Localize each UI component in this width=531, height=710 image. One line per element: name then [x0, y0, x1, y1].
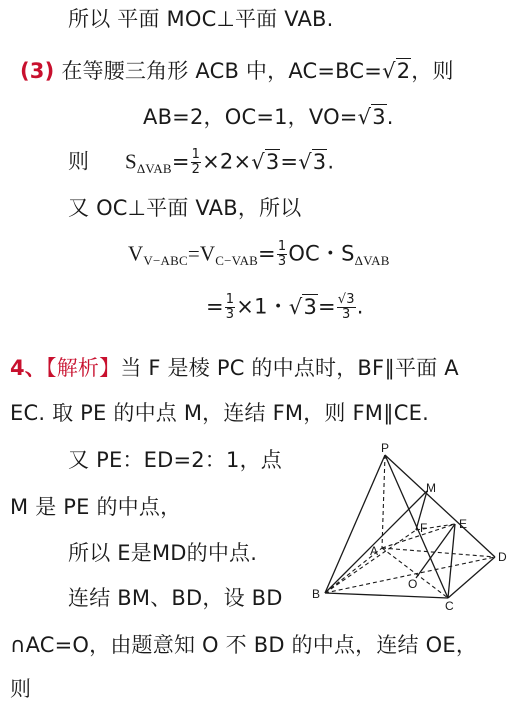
analysis-tag: 【解析】 [46, 356, 121, 380]
conclusion-line: 所以 平面 MOC⊥平面 VAB. [68, 7, 334, 31]
then-line: 则 [10, 677, 32, 701]
label-M: M [426, 481, 436, 495]
edge-pd [385, 455, 495, 557]
part-3-text: 在等腰三角形 ACB 中，AC=BC= [61, 59, 383, 83]
equals: = [171, 149, 190, 174]
line-ec [448, 524, 455, 598]
area-symbol: S [124, 149, 137, 174]
label-A: A [370, 544, 379, 558]
part-3-label: (3) [20, 59, 55, 83]
edge-ad [382, 548, 495, 557]
volume-eq: =V [187, 241, 216, 266]
sqrt-3: √3 [357, 105, 386, 129]
fraction-third: $\frac{1}{3}$ [277, 239, 287, 269]
sqrt-3c: √3 [288, 294, 317, 319]
pyramid-figure [300, 440, 520, 615]
fraction-third-2: $\frac{1}{3}$ [225, 292, 235, 322]
fraction-root3-over-3: $\frac{√3}{3}$ [337, 292, 355, 322]
connect-line: 连结 BM、BD，设 BD [68, 586, 283, 610]
equals-5: = [318, 294, 336, 319]
equals-3: = [258, 241, 276, 266]
volume-sub-2: C−VAB [215, 252, 259, 268]
equals-2: = [280, 149, 299, 174]
part-3-line [20, 58, 454, 84]
volume-sub-1: V−ABC [143, 252, 188, 268]
area-line [68, 148, 334, 178]
problem-4-number: 4、 [10, 356, 47, 380]
midpoint-line: EC. 取 PE 的中点 M，连结 FM，则 FM∥CE. [10, 401, 430, 425]
period-2: . [327, 149, 335, 174]
area-subscript: ΔVAB [136, 160, 172, 176]
sqrt-3a: √3 [251, 149, 280, 174]
period-3: . [356, 294, 364, 319]
times-one: ×1・ [236, 294, 289, 319]
problem-4-text: 当 F 是棱 PC 的中点时，BF∥平面 A [120, 356, 459, 380]
volume-symbol: V [128, 241, 144, 266]
ratio-line: 又 PE：ED=2：1，点 [68, 448, 282, 472]
label-C: C [445, 599, 454, 613]
label-E: E [459, 517, 468, 531]
label-F: F [420, 521, 428, 535]
sqrt-3b: √3 [298, 149, 327, 174]
equals-4: = [206, 294, 224, 319]
midpoint-e-line: 所以 E是MD的中点. [68, 541, 258, 565]
line-ae [382, 524, 455, 548]
midpoint-m-line: M 是 PE 的中点， [10, 495, 182, 519]
lengths-line [143, 104, 394, 130]
times: ×2× [202, 149, 252, 174]
problem-4-line [10, 355, 459, 381]
label-B: B [312, 587, 321, 601]
period: . [386, 105, 394, 129]
label-P: P [381, 441, 390, 455]
intersection-line: ∩AC=O，由题意知 O 不 BD 的中点，连结 OE， [10, 633, 478, 657]
sqrt-2: √2 [382, 59, 411, 83]
volume-sub-3: ΔVAB [354, 252, 390, 268]
label-D: D [498, 550, 507, 564]
label-O: O [408, 577, 418, 591]
fraction-half: $\frac{1}{2}$ [191, 147, 201, 177]
edge-bc [325, 593, 448, 598]
perpendicular-line: 又 OC⊥平面 VAB，所以 [68, 196, 302, 220]
edge-cd [448, 557, 495, 598]
part-3-tail: ，则 [411, 59, 454, 83]
volume-line [128, 240, 390, 270]
oc-times-s: OC・S [288, 241, 355, 266]
area-then: 则 [68, 149, 90, 174]
lengths-text: AB=2，OC=1，VO= [143, 105, 358, 129]
volume-result-line [206, 293, 364, 322]
